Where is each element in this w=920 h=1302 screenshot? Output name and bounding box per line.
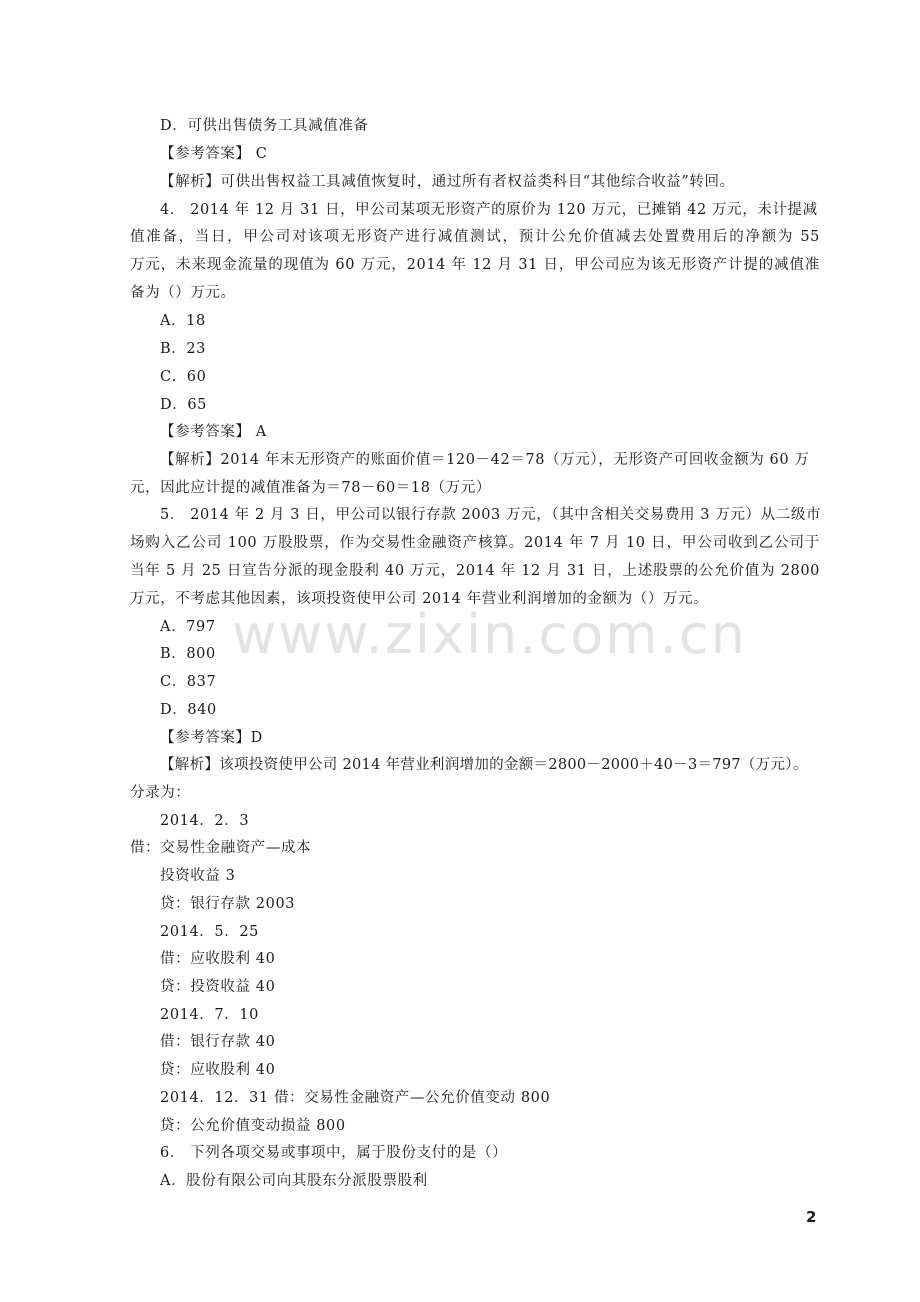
question-line: 5． 2014 年 2 月 3 日，甲公司以银行存款 2003 万元，（其中含相关交易费用 3 万元）从二级市 [160,507,822,523]
analysis-line: 【解析】可供出售权益工具减值恢复时，通过所有者权益类科目“其他综合收益”转回。 [160,174,735,190]
option-line: D．可供出售债务工具减值准备 [160,118,369,134]
option-line: D．65 [160,397,207,413]
option-line: D．840 [160,702,217,718]
question-line: 万元，未来现金流量的现值为 60 万元，2014 年 12 月 31 日，甲公司应为该无形资产计提的减值准 [130,257,820,273]
journal-entry: 贷：银行存款 2003 [160,896,296,912]
journal-entry: 借：交易性金融资产—成本 [130,840,312,856]
option-line: A．股份有限公司向其股东分派股票股利 [160,1173,428,1189]
analysis-line: 分录为： [130,785,191,801]
question-line: 备为（）万元。 [130,285,236,301]
answer-line: 【参考答案】 C [160,146,268,162]
option-line: C．837 [160,674,217,690]
journal-entry: 投资收益 3 [160,868,236,884]
journal-entry: 贷：公允价值变动损益 800 [160,1118,346,1134]
journal-entry: 借：银行存款 40 [160,1034,276,1050]
option-line: A．797 [160,619,216,635]
question-line: 场购入乙公司 100 万股股票，作为交易性金融资产核算。2014 年 7 月 10 日，甲公司收到乙公司于 [130,535,820,551]
question-line: 6． 下列各项交易或事项中，属于股份支付的是（） [160,1145,508,1161]
page-number: 2 [806,1208,817,1226]
journal-entry: 借：应收股利 40 [160,951,276,967]
option-line: B．800 [160,646,216,662]
answer-line: 【参考答案】D [160,730,263,746]
journal-entry: 2014．12．31 借：交易性金融资产—公允价值变动 800 [160,1090,551,1106]
journal-date: 2014．7．10 [160,1007,259,1023]
question-line: 4． 2014 年 12 月 31 日，甲公司某项无形资产的原价为 120 万元，已摊销 42 万元，未计提减 [160,202,818,218]
question-line: 当年 5 月 25 日宣告分派的现金股利 40 万元，2014 年 12 月 31 日，上述股票的公允价值为 2800 [130,563,820,579]
analysis-line: 【解析】2014 年末无形资产的账面价值＝120－42＝78（万元），无形资产可回收金额为 60 万 [160,452,810,468]
journal-date: 2014．5．25 [160,924,259,940]
option-line: A．18 [160,313,206,329]
question-line: 值准备，当日，甲公司对该项无形资产进行减值测试，预计公允价值减去处置费用后的净额为 55 [130,229,820,245]
watermark: www.zixin.com.cn [232,603,747,666]
option-line: B．23 [160,341,207,357]
analysis-line: 元，因此应计提的减值准备为＝78－60＝18（万元） [130,480,491,496]
journal-date: 2014．2．3 [160,813,250,829]
journal-entry: 贷：投资收益 40 [160,979,276,995]
journal-entry: 贷：应收股利 40 [160,1062,276,1078]
answer-line: 【参考答案】 A [160,424,267,440]
question-line: 万元，不考虑其他因素，该项投资使甲公司 2014 年营业利润增加的金额为（）万元。 [130,591,709,607]
option-line: C．60 [160,369,207,385]
analysis-line: 【解析】该项投资使甲公司 2014 年营业利润增加的金额＝2800－2000＋40－3＝797（万元）。 [160,757,808,773]
